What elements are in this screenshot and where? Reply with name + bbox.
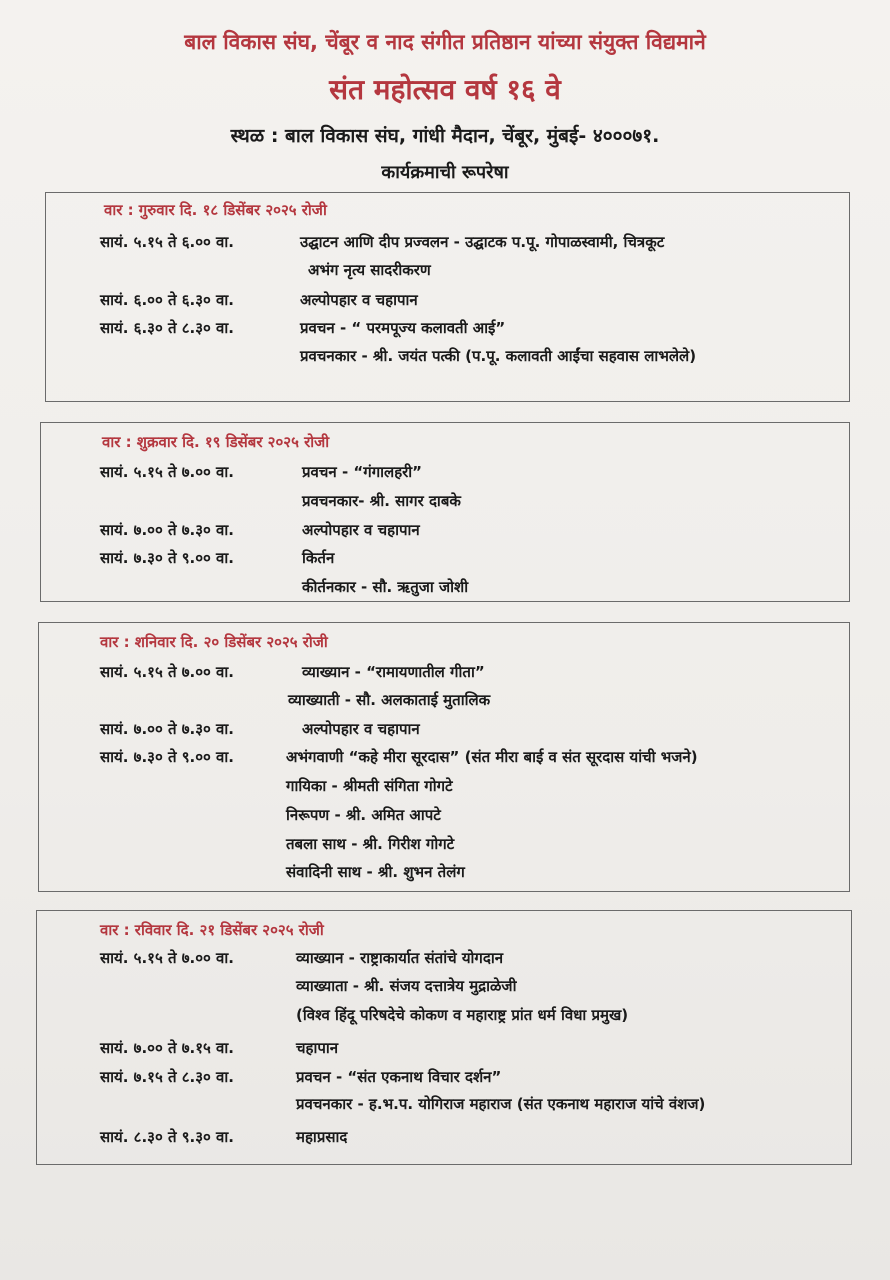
event-desc: तबला साथ - श्री. गिरीश गोगटे xyxy=(286,835,455,853)
event-desc: अल्पोपहार व चहापान xyxy=(300,291,418,309)
time-slot: सायं. ५.१५ ते ६.०० वा. xyxy=(100,233,234,251)
event-desc: व्याख्याती - सौ. अलकाताई मुतालिक xyxy=(288,691,491,709)
event-desc: प्रवचन - “संत एकनाथ विचार दर्शन” xyxy=(296,1068,502,1086)
time-slot: सायं. ६.३० ते ८.३० वा. xyxy=(100,319,234,337)
festival-title: संत महोत्सव वर्ष १६ वे xyxy=(329,73,561,106)
time-slot: सायं. ७.३० ते ९.०० वा. xyxy=(100,549,234,567)
venue-line: स्थळ : बाल विकास संघ, गांधी मैदान, चेंबूर, मुंबई- ४०००७१. xyxy=(230,125,660,147)
time-slot: सायं. ७.०० ते ७.१५ वा. xyxy=(100,1039,234,1057)
event-desc: अल्पोपहार व चहापान xyxy=(302,521,420,539)
time-slot: सायं. ७.०० ते ७.३० वा. xyxy=(100,521,234,539)
event-desc: निरूपण - श्री. अमित आपटे xyxy=(286,806,441,824)
time-slot: सायं. ५.१५ ते ७.०० वा. xyxy=(100,663,234,681)
event-desc: (विश्व हिंदू परिषदेचे कोकण व महाराष्ट्र प्रांत धर्म विधा प्रमुख) xyxy=(296,1006,629,1024)
day-heading: वार : शुक्रवार दि. १९ डिसेंबर २०२५ रोजी xyxy=(102,433,330,451)
event-desc: चहापान xyxy=(296,1039,339,1057)
time-slot: सायं. ८.३० ते ९.३० वा. xyxy=(100,1128,234,1146)
time-slot: सायं. ७.३० ते ९.०० वा. xyxy=(100,748,234,766)
event-desc: संवादिनी साथ - श्री. शुभन तेलंग xyxy=(286,863,465,881)
event-desc: महाप्रसाद xyxy=(296,1128,348,1146)
program-title: कार्यक्रमाची रूपरेषा xyxy=(381,162,509,183)
event-desc: अभंग नृत्य सादरीकरण xyxy=(308,261,431,279)
time-slot: सायं. ६.०० ते ६.३० वा. xyxy=(100,291,234,309)
org-line: बाल विकास संघ, चेंबूर व नाद संगीत प्रतिष्ठान यांच्या संयुक्त विद्यमाने xyxy=(184,30,706,54)
event-desc: व्याख्यान - राष्ट्राकार्यात संतांचे योगदान xyxy=(296,949,504,967)
time-slot: सायं. ५.१५ ते ७.०० वा. xyxy=(100,463,234,481)
time-slot: सायं. ७.१५ ते ८.३० वा. xyxy=(100,1068,234,1086)
event-desc: अभंगवाणी “कहे मीरा सूरदास” (संत मीरा बाई व संत सूरदास यांची भजने) xyxy=(286,748,698,766)
event-desc: किर्तन xyxy=(302,549,335,567)
time-slot: सायं. ५.१५ ते ७.०० वा. xyxy=(100,949,234,967)
event-desc: प्रवचन - “गंगालहरी” xyxy=(302,463,423,481)
day-heading: वार : गुरुवार दि. १८ डिसेंबर २०२५ रोजी xyxy=(104,201,327,219)
day-heading: वार : शनिवार दि. २० डिसेंबर २०२५ रोजी xyxy=(100,633,328,651)
event-desc: प्रवचन - “ परमपूज्य कलावती आई” xyxy=(300,319,506,337)
event-desc: व्याख्याता - श्री. संजय दत्तात्रेय मुद्राळेजी xyxy=(296,977,517,995)
event-desc: अल्पोपहार व चहापान xyxy=(302,720,420,738)
day-heading: वार : रविवार दि. २१ डिसेंबर २०२५ रोजी xyxy=(100,921,324,939)
event-desc: गायिका - श्रीमती संगिता गोगटे xyxy=(286,777,453,795)
time-slot: सायं. ७.०० ते ७.३० वा. xyxy=(100,720,234,738)
event-desc: कीर्तनकार - सौ. ऋतुजा जोशी xyxy=(302,578,469,596)
event-desc: प्रवचनकार - ह.भ.प. योगिराज महाराज (संत एकनाथ महाराज यांचे वंशज) xyxy=(296,1095,706,1113)
event-desc: प्रवचनकार- श्री. सागर दाबके xyxy=(302,492,461,510)
event-desc: व्याख्यान - “रामायणातील गीता” xyxy=(302,663,485,681)
event-desc: प्रवचनकार - श्री. जयंत पत्की (प.पू. कलावती आईंचा सहवास लाभलेले) xyxy=(300,347,697,365)
event-desc: उद्घाटन आणि दीप प्रज्वलन - उद्घाटक प.पू. गोपाळस्वामी, चित्रकूट xyxy=(300,233,665,251)
